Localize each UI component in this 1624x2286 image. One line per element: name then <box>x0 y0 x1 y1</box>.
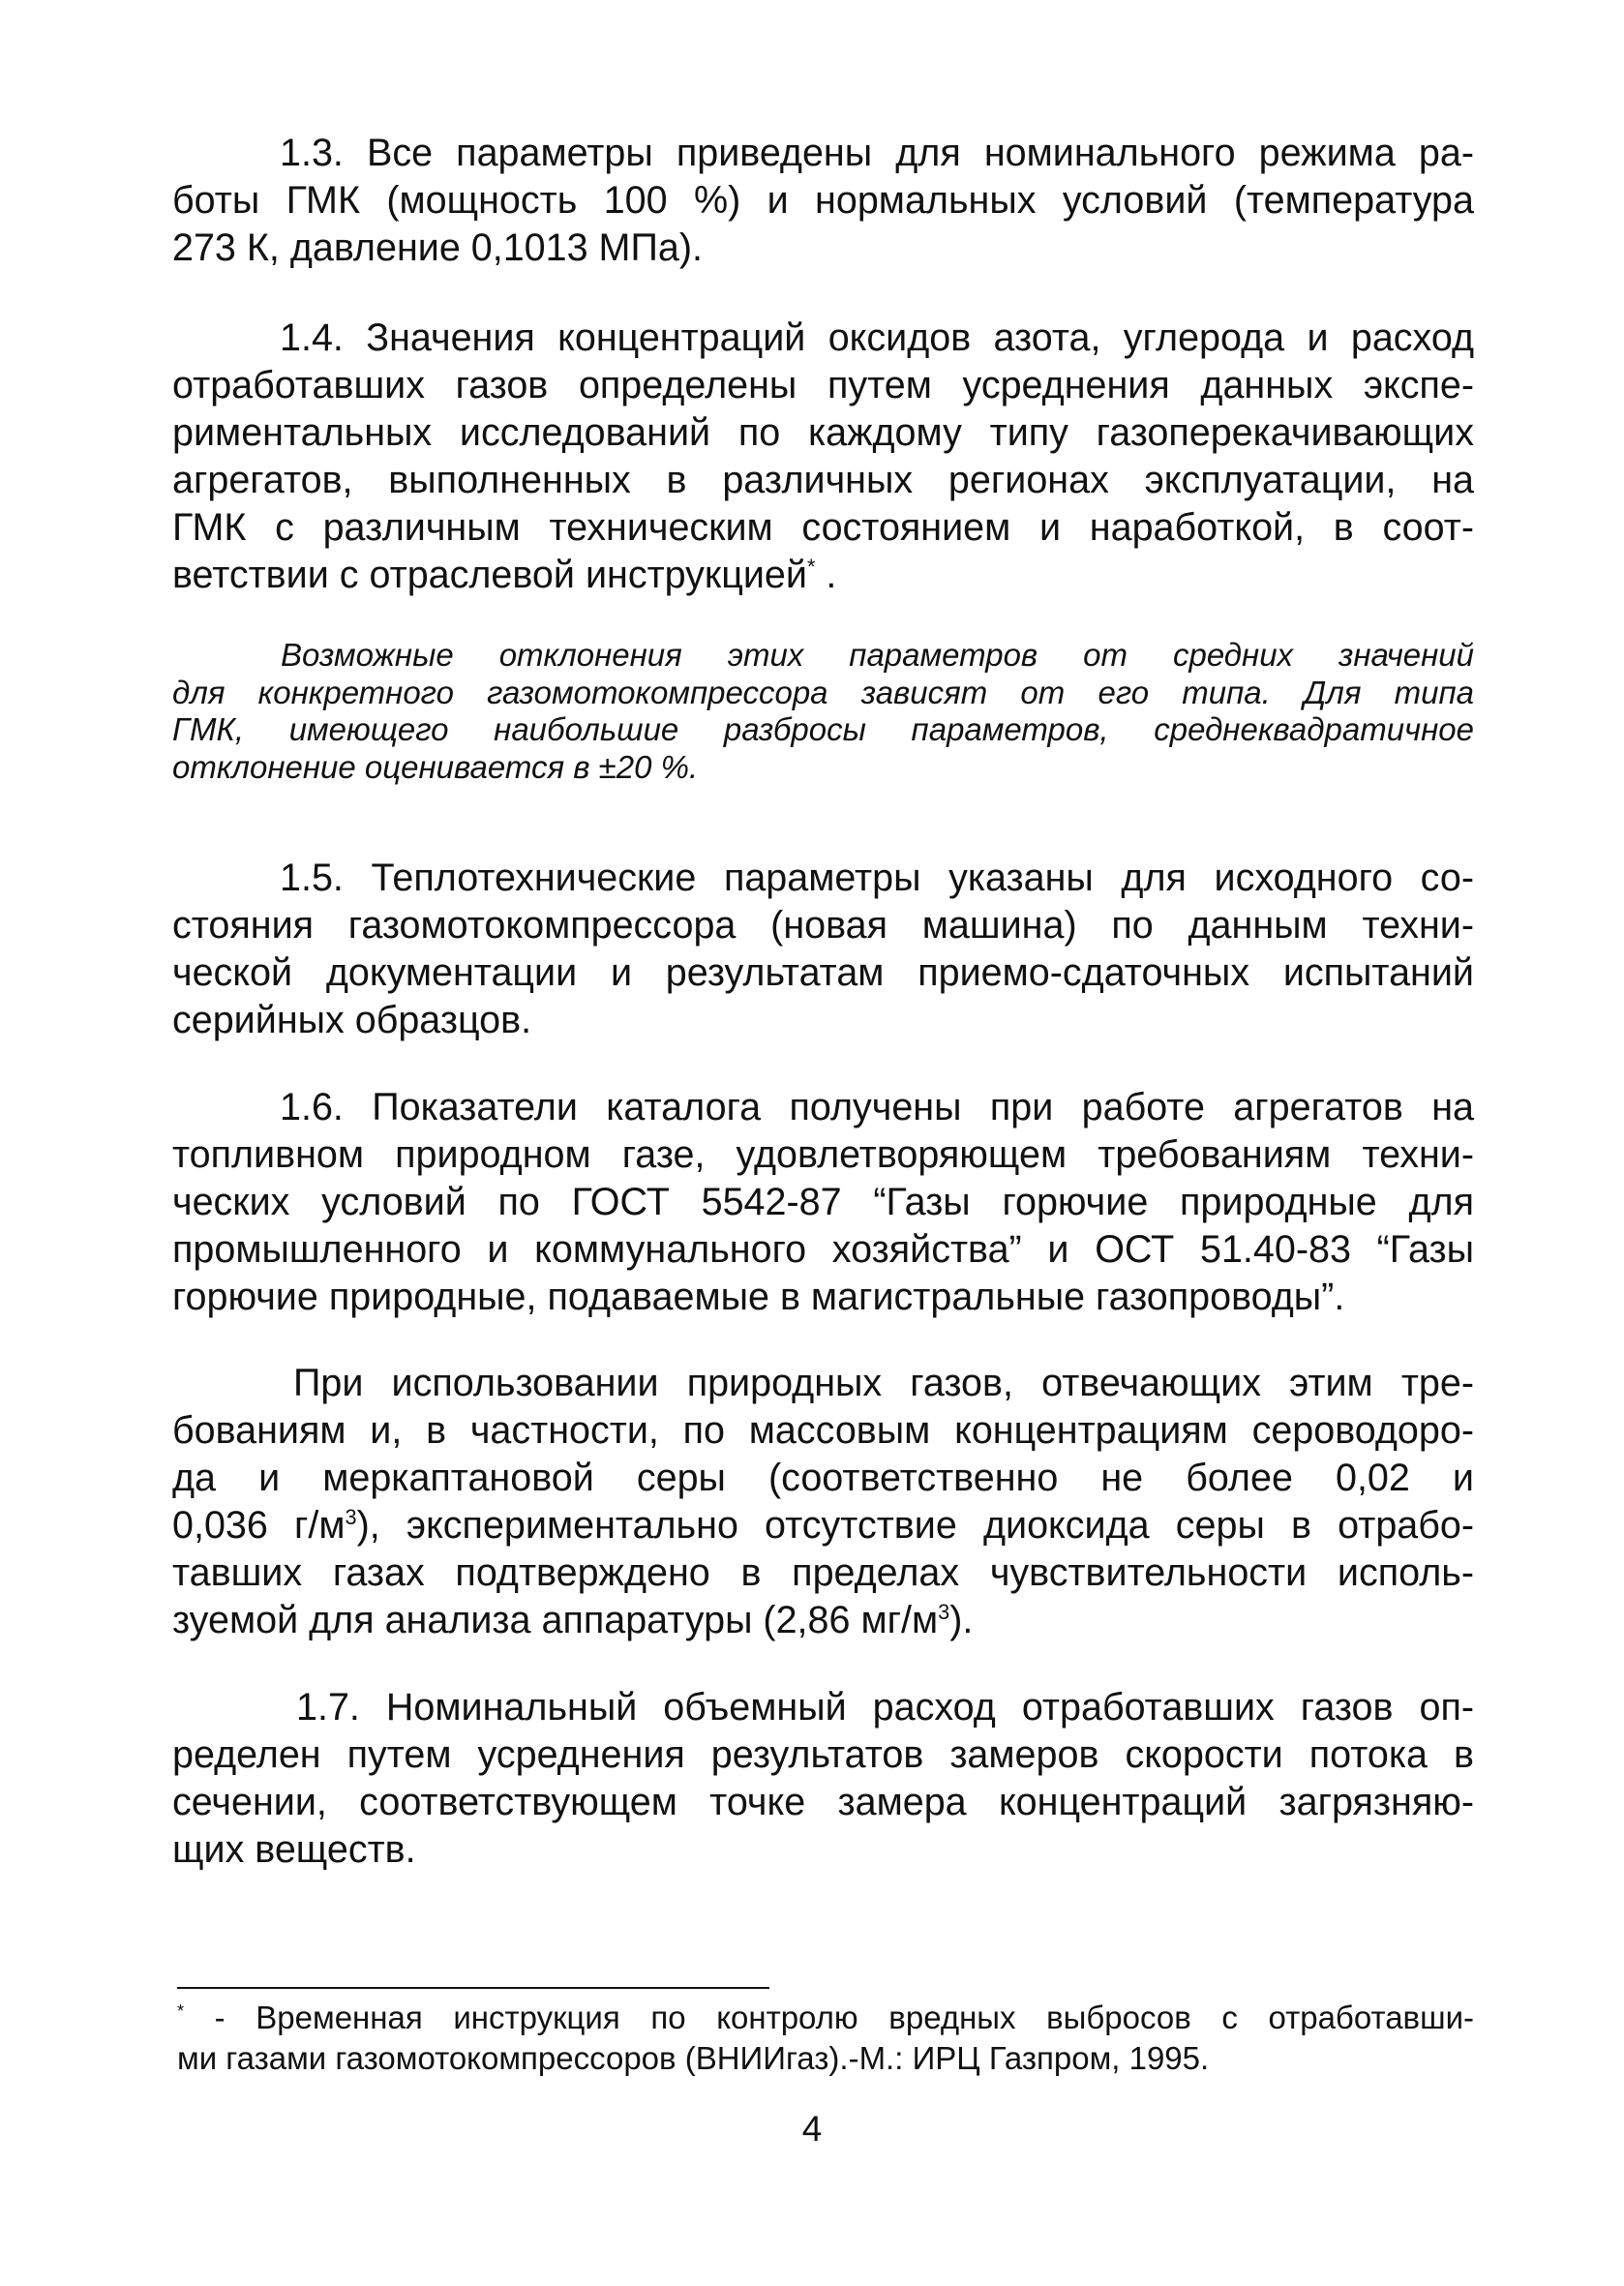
text-line: бованиям и, в частности, по массовым концентрациям сероводоро- <box>172 1409 1474 1452</box>
text-line: ческих условий по ГОСТ 5542-87 “Газы горючие природные для <box>172 1181 1474 1223</box>
text-line: промышленного и коммунального хозяйства” и ОСТ 51.40-83 “Газы <box>172 1228 1474 1271</box>
footnote-marker: * <box>177 2001 185 2021</box>
text-line: 273 К, давление 0,1013 МПа). <box>172 226 703 269</box>
text-line: ческой документации и результатам приемо-сдаточных испытаний <box>172 951 1474 994</box>
text-line: 1.4. Значения концентраций оксидов азота, углерода и расход <box>280 316 1474 359</box>
text-line: ГМК, имеющего наибольшие разбросы параметров, среднеквадратичное <box>172 711 1474 747</box>
text-line: серийных образцов. <box>172 999 532 1041</box>
text-line: При использовании природных газов, отвечающих этим тре- <box>293 1362 1474 1404</box>
text-line: зуемой для анализа аппаратуры (2,86 $мг/м^3$). <box>172 1599 974 1641</box>
page-number: 4 <box>801 2109 823 2149</box>
text-line: стояния газомотокомпрессора (новая машина) по данным техни- <box>172 904 1474 947</box>
text-line: 0,036 $г/м^3$), экспериментально отсутствие диоксида серы в отрабо- <box>172 1504 1475 1547</box>
text-line: ми газами газомотокомпрессоров (ВНИИгаз).-М.: ИРЦ Газпром, 1995. <box>177 2040 1210 2076</box>
paragraph-1-4 <box>172 315 1474 599</box>
note-paragraph <box>172 637 1474 786</box>
footnote-marker: * <box>806 554 816 579</box>
text-line: 1.5. Теплотехнические параметры указаны для исходного со- <box>280 857 1474 899</box>
text-line: для конкретного газомотокомпрессора зависят от его типа. Для типа <box>172 674 1474 710</box>
text-line: * - Временная инструкция по контролю вредных выбросов с отработавши- <box>177 2000 1474 2035</box>
text-line: 1.3. Все параметры приведены для номинального режима ра- <box>280 132 1474 174</box>
text-line: да и меркаптановой серы (соответственно не более 0,02 и <box>172 1457 1474 1499</box>
text-line: отработавших газов определены путем усреднения данных экспе- <box>172 364 1474 406</box>
text-line: ветствии с отраслевой инструкцией* . <box>172 554 837 596</box>
paragraph-1-7 <box>172 1684 1474 1874</box>
text-line: боты ГМК (мощность 100 %) и нормальных условий (температура <box>172 179 1474 222</box>
text-line: топливном природном газе, удовлетворяющем требованиям техни- <box>172 1133 1474 1176</box>
text-line: горючие природные, подаваемые в магистральные газопроводы”. <box>172 1276 1345 1318</box>
text-line: щих веществ. <box>172 1828 416 1871</box>
text-line: ределен путем усреднения результатов замеров скорости потока в <box>172 1733 1474 1776</box>
paragraph-1-3 <box>172 130 1474 272</box>
text-line: агрегатов, выполненных в различных регионах эксплуатации, на <box>172 459 1474 501</box>
paragraph-gas-requirements <box>172 1360 1474 1644</box>
paragraph-1-6 <box>172 1084 1474 1321</box>
footnote <box>177 1998 1474 2079</box>
text-line: Возможные отклонения этих параметров от средних значений <box>281 637 1474 673</box>
paragraph-1-5 <box>172 855 1474 1044</box>
text-line: сечении, соответствующем точке замера концентраций загрязняю- <box>172 1781 1474 1823</box>
text-line: ГМК с различным техническим состоянием и наработкой, в соот- <box>172 506 1474 549</box>
text-line: 1.7. Номинальный объемный расход отработавших газов оп- <box>296 1686 1474 1729</box>
text-line: 1.6. Показатели каталога получены при работе агрегатов на <box>280 1086 1474 1128</box>
footnote-divider <box>177 1987 769 1989</box>
text-line: тавших газах подтверждено в пределах чувствительности исполь- <box>172 1551 1474 1594</box>
text-line: отклонение оценивается в ±20 %. <box>172 748 699 785</box>
text-line: риментальных исследований по каждому типу газоперекачивающих <box>172 411 1474 454</box>
